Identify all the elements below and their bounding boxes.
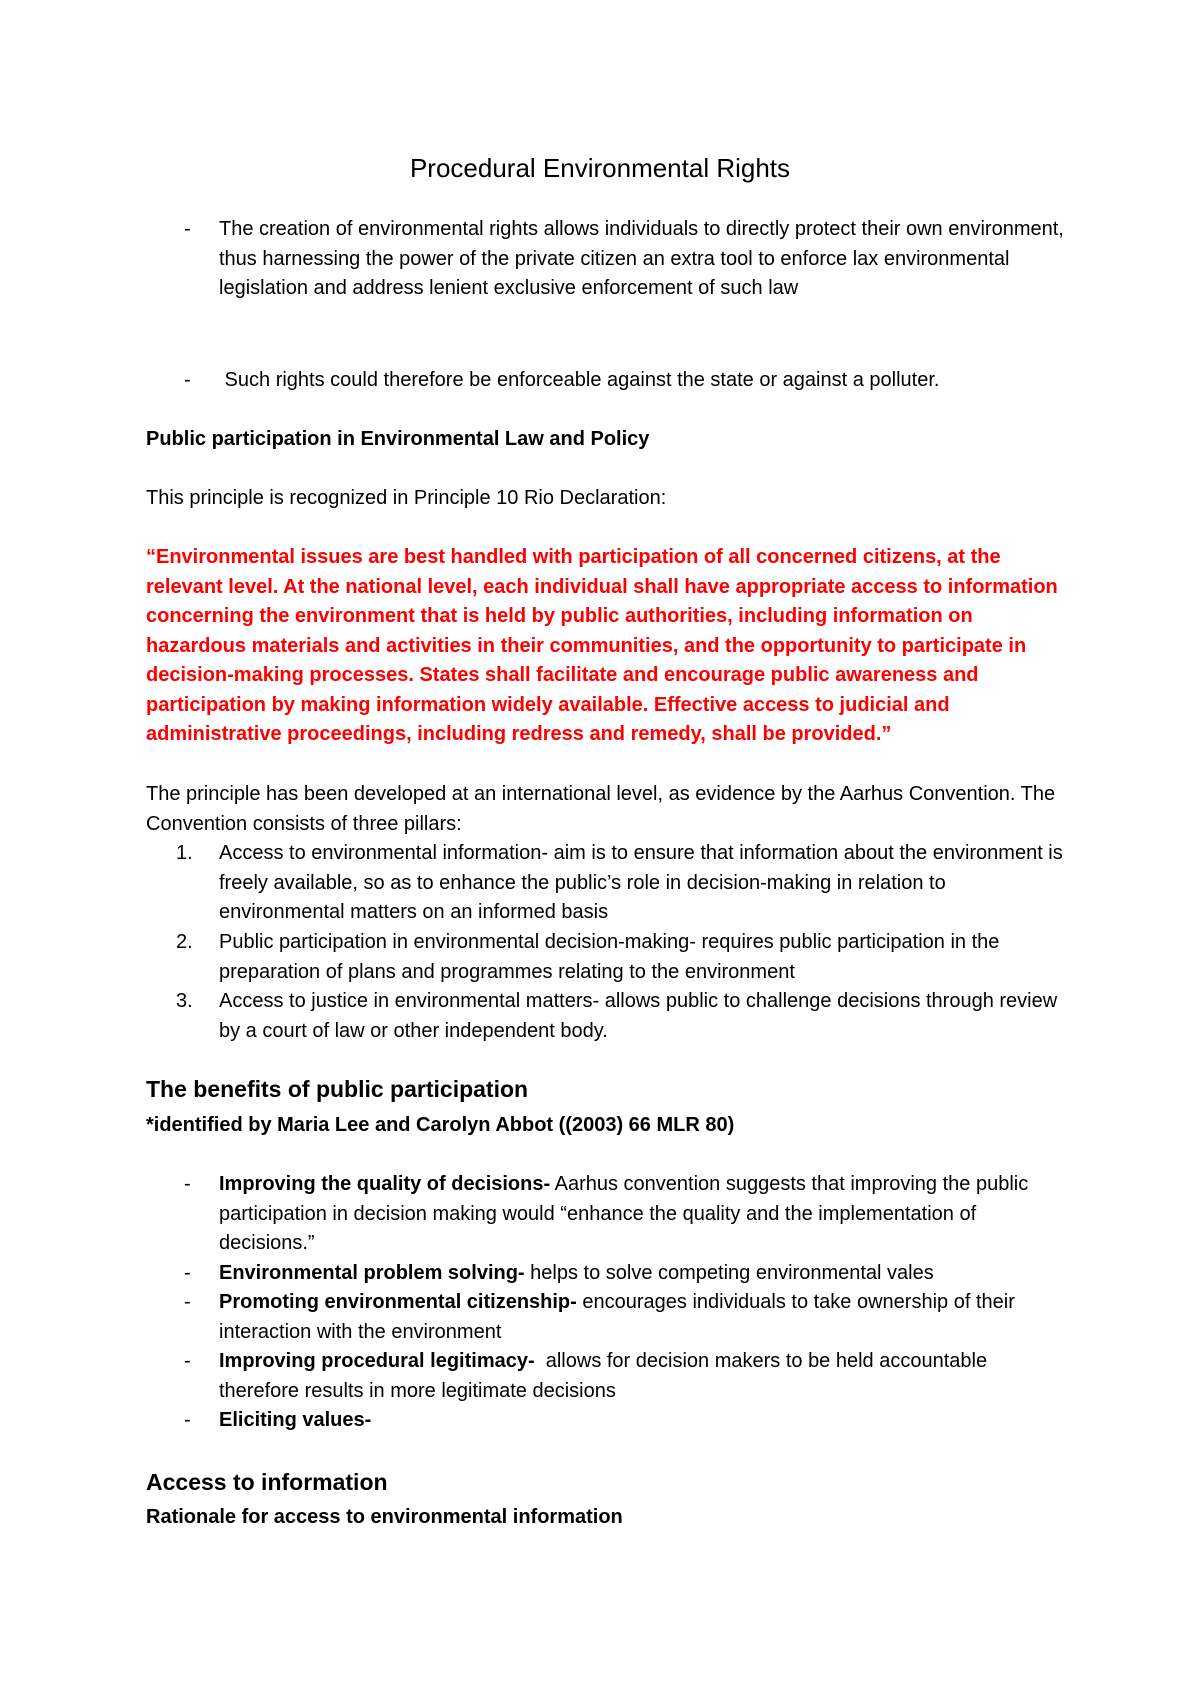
- rio-quote: “Environmental issues are best handled with participation of all concerned citizens, at the relevant level. At the national level, each individual shall have appropriate access to information concerning the environment that is held by public authorities, including information on hazardous materials and activities in their communities, and the opportunity to participate in decision-making processes. States shall facilitate and encourage public awareness and participation by making information widely available. Effective access to judicial and administrative proceedings, including redress and remedy, shall be provided.”: [146, 546, 1058, 745]
- benefit-text: encourages individuals to take ownership of their interaction with the environment: [219, 1291, 1015, 1343]
- pillar-text: Access to justice in environmental matters- allows public to challenge decisions through review by a court of law or other independent body.: [219, 990, 1058, 1042]
- section-heading-access: Access to information: [146, 1469, 388, 1495]
- bullet-marker: -: [184, 218, 191, 240]
- bullet-text: The creation of environmental rights allows individuals to directly protect their own environment, thus harnessing the power of the private citizen an extra tool to enforce lax environmental legislation and address lenient exclusive enforcement of such law: [219, 218, 1064, 299]
- bullet-text: Such rights could therefore be enforceable against the state or against a polluter.: [219, 369, 940, 391]
- bullet-marker: -: [184, 1173, 191, 1195]
- bullet-marker: -: [184, 1350, 191, 1372]
- benefit-label: Eliciting values-: [219, 1409, 372, 1431]
- page-title: Procedural Environmental Rights: [409, 153, 791, 183]
- access-subheading: Rationale for access to environmental information: [146, 1506, 623, 1528]
- benefit-content: [219, 1170, 1069, 1259]
- benefits-source: *identified by Maria Lee and Carolyn Abbot ((2003) 66 MLR 80): [146, 1114, 735, 1136]
- benefit-content: [219, 1347, 1069, 1406]
- principle-lead: This principle is recognized in Principle 10 Rio Declaration:: [146, 487, 667, 509]
- benefit-label: Improving procedural legitimacy-: [219, 1350, 535, 1372]
- bullet-marker: -: [184, 1409, 191, 1431]
- section-heading-public-participation: Public participation in Environmental Law and Policy: [146, 428, 650, 450]
- benefit-label: Improving the quality of decisions-: [219, 1173, 551, 1195]
- benefit-content: [219, 1259, 1069, 1289]
- pillar-number: 2.: [176, 931, 193, 953]
- bullet-marker: -: [184, 369, 191, 391]
- bullet-marker: -: [184, 1262, 191, 1284]
- benefit-text: helps to solve competing environmental vales: [524, 1262, 934, 1284]
- benefit-text: Aarhus convention suggests that improving the public participation in decision making would “enhance the quality and the implementation of decisions.”: [219, 1173, 1029, 1254]
- pillar-text: Public participation in environmental decision-making- requires public participation in the preparation of plans and programmes relating to the environment: [219, 931, 1000, 983]
- pillar-number: 3.: [176, 990, 193, 1012]
- aarhus-intro: The principle has been developed at an international level, as evidence by the Aarhus Convention. The Convention consists of three pillars:: [146, 783, 1056, 835]
- benefit-content: [219, 1288, 1069, 1347]
- pillar-number: 1.: [176, 842, 193, 864]
- section-heading-benefits: The benefits of public participation: [146, 1076, 529, 1102]
- benefit-label: Environmental problem solving-: [219, 1262, 525, 1284]
- benefit-label: Promoting environmental citizenship-: [219, 1291, 577, 1313]
- bullet-marker: -: [184, 1291, 191, 1313]
- benefit-text: allows for decision makers to be held accountable therefore results in more legitimate decisions: [219, 1350, 993, 1402]
- pillar-text: Access to environmental information- aim is to ensure that information about the environment is freely available, so as to enhance the public’s role in decision-making in relation to environmental matters on an informed basis: [219, 842, 1063, 923]
- benefit-content: [219, 1406, 1069, 1436]
